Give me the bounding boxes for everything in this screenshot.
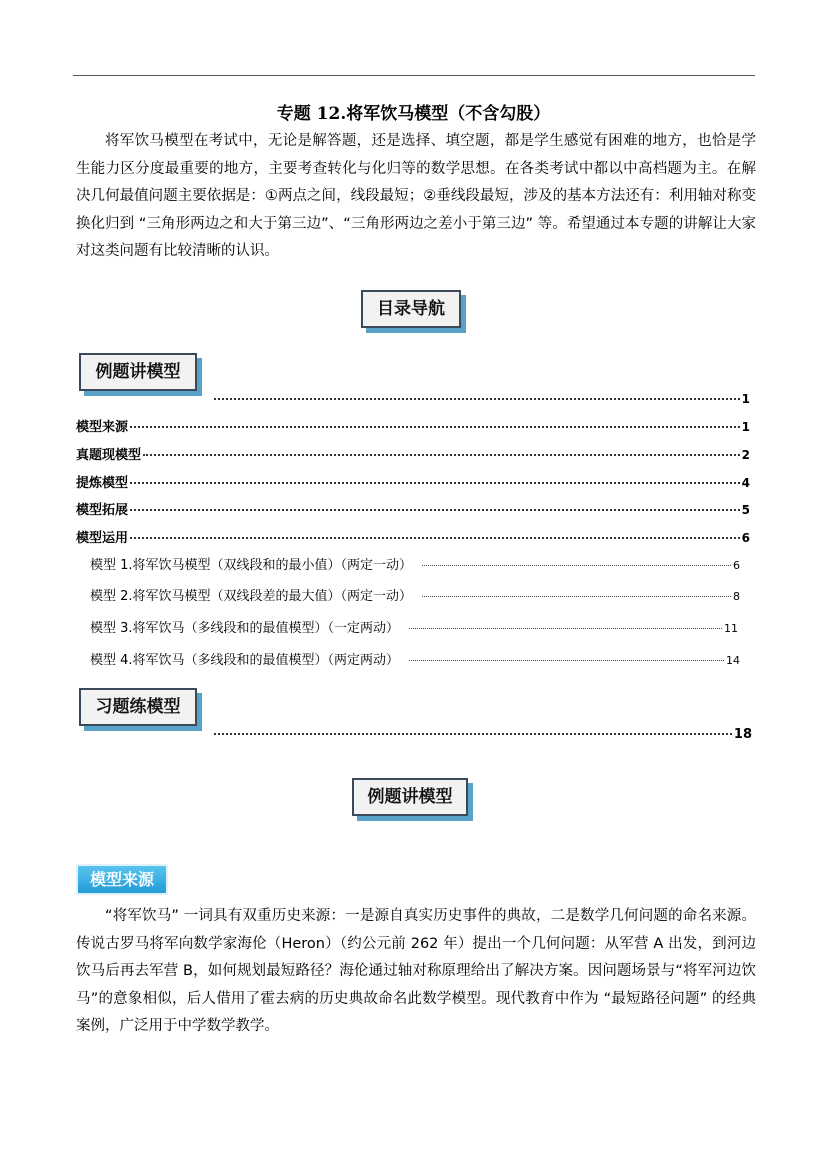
model-source-tag: 模型来源 [76, 864, 168, 895]
toc-page-number: 1 [741, 392, 750, 406]
toc-nav-box: 目录导航 [361, 290, 461, 328]
toc-leader-dots [130, 537, 740, 539]
toc-leader-dots [130, 509, 740, 511]
toc-entry-label: 模型来源 [76, 420, 129, 435]
toc-entry-source[interactable] [76, 416, 750, 435]
toc-subentry-label: 模型 4.将军饮马（多线段和的最值模型）（两定两动） [90, 653, 400, 668]
toc-entry-refine[interactable] [76, 472, 750, 491]
toc-subentry-model-3[interactable] [90, 617, 738, 636]
toc-entry-exercises[interactable] [212, 727, 752, 742]
toc-leader-dots [130, 482, 740, 484]
toc-entry-examples[interactable] [212, 392, 750, 406]
toc-subentry-model-4[interactable] [90, 649, 740, 668]
toc-leader-dots [409, 660, 724, 661]
page-title: 专题 12.将军饮马模型（不含勾股） [276, 104, 551, 124]
toc-subentry-model-2[interactable] [90, 585, 740, 604]
toc-leader-dots [214, 733, 732, 735]
toc-section-examples-box: 例题讲模型 [79, 353, 197, 391]
toc-subentry-label: 模型 1.将军饮马模型（双线段和的最小值）（两定一动） [90, 558, 413, 573]
toc-page-number: 2 [741, 448, 750, 462]
toc-page-number: 4 [741, 476, 750, 490]
toc-page-number: 14 [726, 654, 740, 667]
toc-entry-label: 真题现模型 [76, 448, 142, 463]
toc-entry-label: 模型运用 [76, 531, 129, 546]
toc-leader-dots [409, 628, 722, 629]
toc-page-number: 18 [733, 727, 752, 742]
toc-page-number: 11 [724, 622, 738, 635]
toc-leader-dots [130, 426, 740, 428]
toc-subentry-label: 模型 3.将军饮马（多线段和的最值模型）（一定两动） [90, 621, 400, 636]
toc-page-number: 5 [741, 503, 750, 517]
toc-page-number: 6 [741, 531, 750, 545]
toc-leader-dots [143, 454, 740, 456]
header-rule [73, 75, 755, 76]
toc-leader-dots [422, 565, 731, 566]
toc-entry-real-exams[interactable] [76, 444, 750, 463]
toc-entry-label: 提炼模型 [76, 476, 129, 491]
toc-page-number: 8 [733, 590, 740, 603]
intro-paragraph: 将军饮马模型在考试中，无论是解答题，还是选择、填空题，都是学生感觉有困难的地方，也恰是学生能力区分度最重要的地方，主要考查转化与化归等的数学思想。在各类考试中都以中高档题为主。在解决几何最值问题主要依据是：①两点之间，线段最短；②垂线段最短，涉及的基本方法还有：利用轴对称变换化归到 “三角形两边之和大于第三边”、“三角形两边之差小于第三边” 等。希望通过本专题的讲解让大家对这类问题有比较清晰的认识。 [76, 133, 756, 259]
toc-page-number: 1 [741, 420, 750, 434]
toc-subentry-label: 模型 2.将军饮马模型（双线段差的最大值）（两定一动） [90, 589, 413, 604]
toc-leader-dots [214, 398, 740, 400]
toc-leader-dots [422, 596, 731, 597]
section-heading-box: 例题讲模型 [352, 778, 468, 816]
toc-section-exercises-box: 习题练模型 [79, 688, 197, 726]
toc-page-number: 6 [733, 559, 740, 572]
toc-entry-label: 模型拓展 [76, 503, 129, 518]
toc-entry-extend[interactable] [76, 499, 750, 518]
toc-subentry-model-1[interactable] [90, 554, 740, 573]
toc-entry-apply[interactable] [76, 527, 750, 546]
source-paragraph: “将军饮马” 一词具有双重历史来源：一是源自真实历史事件的典故，二是数学几何问题的命名来源。传说古罗马将军向数学家海伦（Heron）（约公元前 262 年）提出一个几何问题：从军营 A 出发，到河边饮马后再去军营 B，如何规划最短路径？海伦通过轴对称原理给出了解决方案。因问题场景与“将军河边饮马”的意象相似，后人借用了霍去病的历史典故命名此数学模型。现代教育中作为 “最短路径问题” 的经典案例，广泛用于中学数学教学。 [76, 908, 756, 1034]
